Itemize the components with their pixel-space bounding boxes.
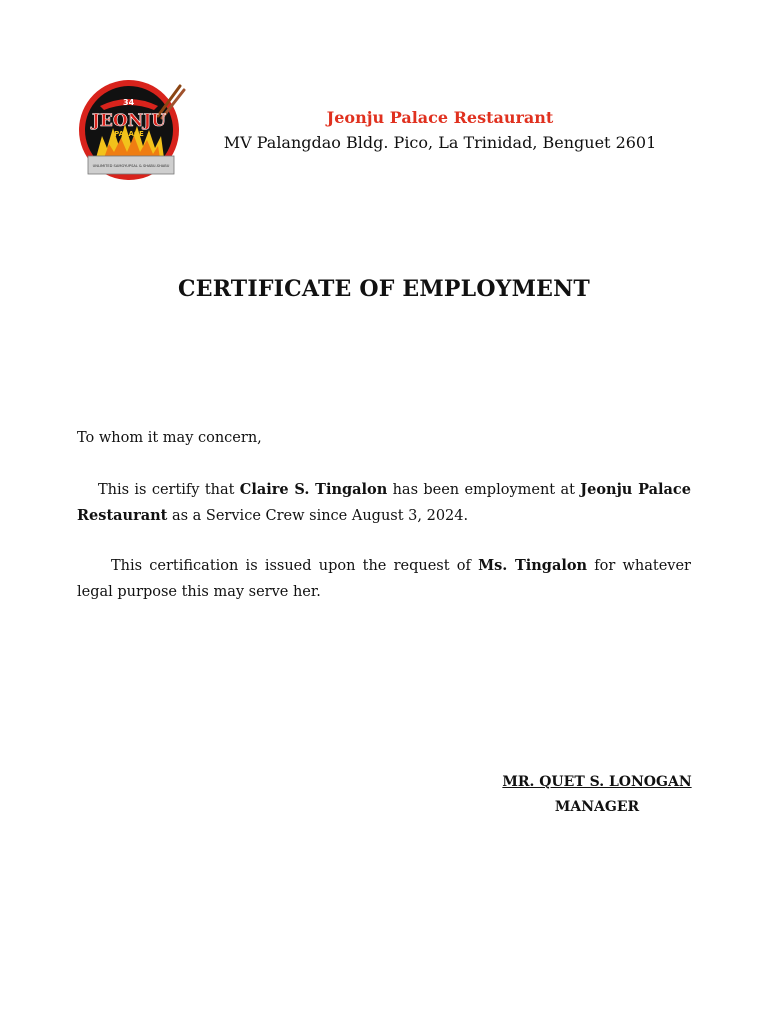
logo-number: 34 [123,98,135,107]
logo-brand-text: JEONJU [91,111,167,131]
restaurant-address: MV Palangdao Bldg. Pico, La Trinidad, Benguet 2601 [223,133,657,152]
purpose-statement [77,553,691,605]
signatory-position: MANAGER [554,799,640,815]
requester-name: Ms. Tingalon [478,557,588,574]
certificate-title: CERTIFICATE OF EMPLOYMENT [178,276,590,302]
employment-statement [77,477,691,529]
restaurant-name: Jeonju Palace Restaurant [326,108,554,127]
signature-block [497,770,697,820]
purpose-text-1: This certification is issued upon the request of [111,558,479,574]
logo-sub-text: PALACE [114,130,144,138]
letterhead [190,106,690,156]
employee-name: Claire S. Tingalon [239,481,388,498]
statement-text-3: as a Service Crew since August 3, 2024. [167,508,469,524]
restaurant-logo [76,78,186,180]
purpose-text-2: for whatever legal purpose this may serve her. [77,558,691,600]
salutation: To whom it may concern, [77,430,262,446]
statement-text-1: This is certify that [98,482,240,498]
company-name: Jeonju Palace Restaurant [77,481,691,524]
logo-banner-text: UNLIMITED SAMGYUPSAL & SHABU-SHABU [92,164,170,168]
signatory-name: MR. QUET S. LONOGAN [502,774,692,790]
statement-text-2: has been employment at [387,482,581,498]
